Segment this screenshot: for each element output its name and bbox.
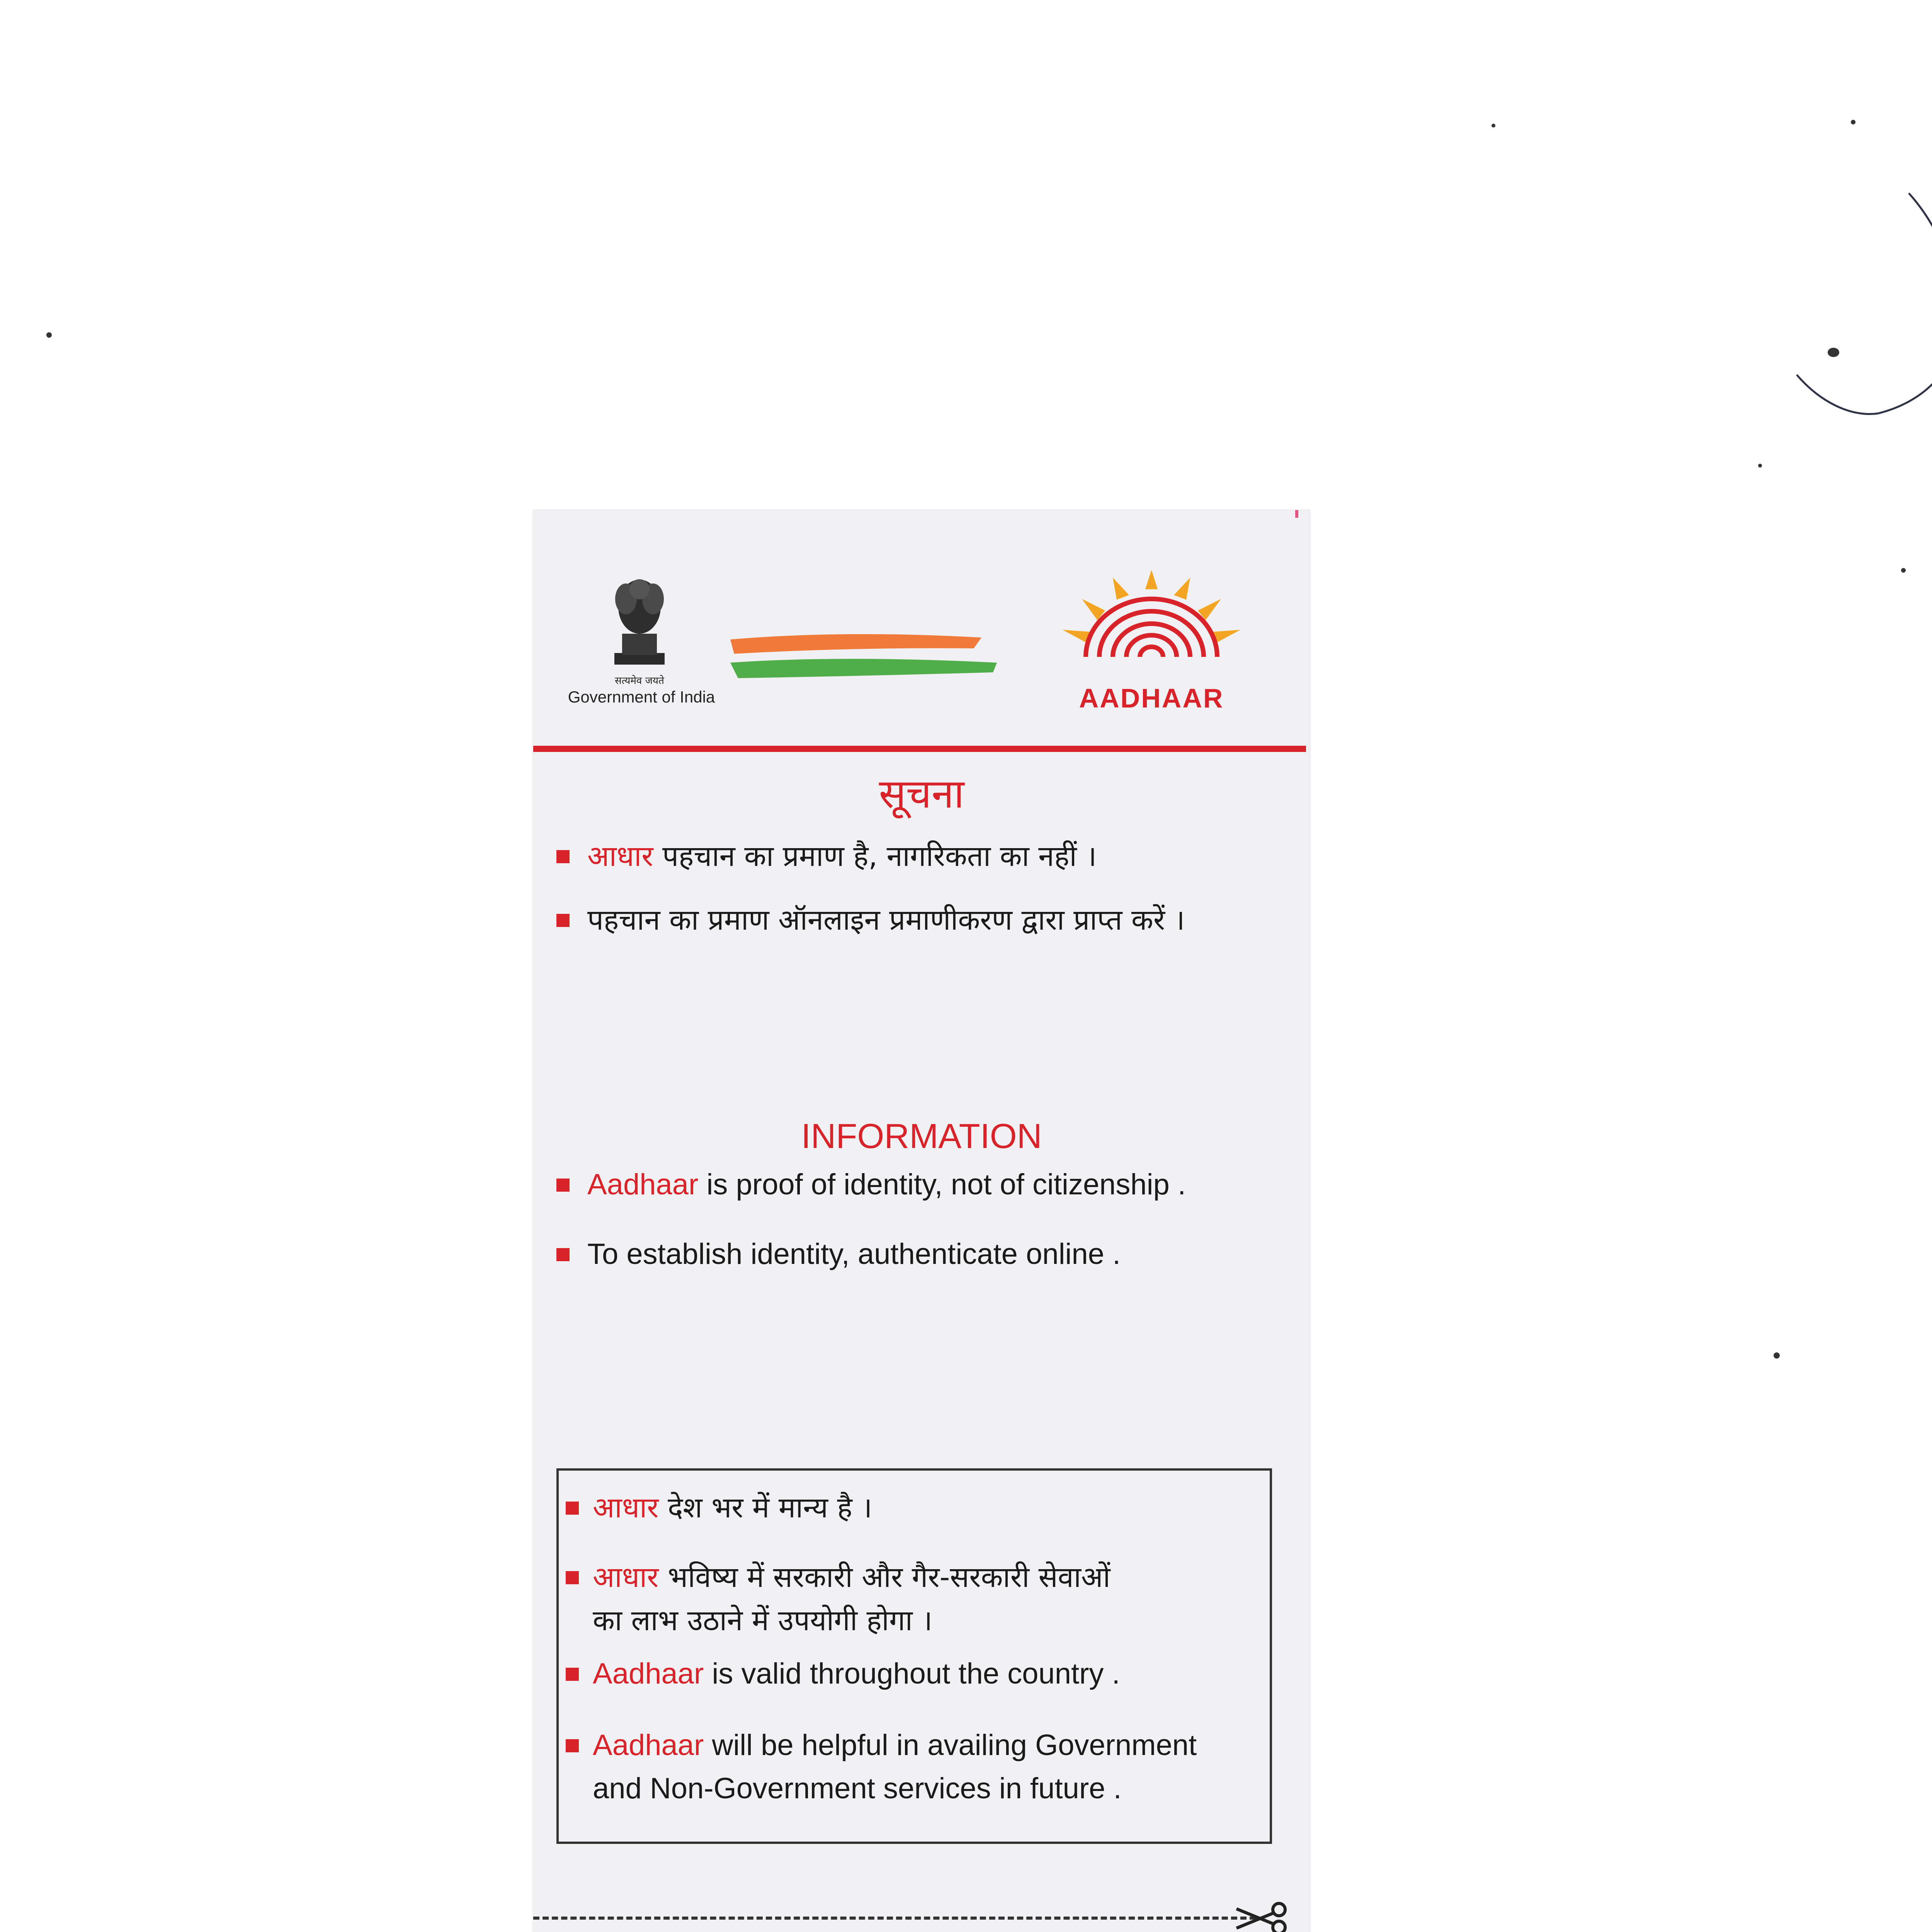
box-item xyxy=(566,1724,1197,1810)
english-notice-title: INFORMATION xyxy=(801,1117,1042,1156)
box-text: will be helpful in availing Government xyxy=(712,1729,1197,1762)
validity-info-box xyxy=(556,1468,1272,1844)
bullet-square-icon xyxy=(556,914,570,927)
bullet-square-icon xyxy=(566,1668,579,1681)
aadhaar-word: आधार xyxy=(593,1491,659,1524)
cut-line xyxy=(533,1917,1256,1920)
aadhaar-word: आधार xyxy=(593,1561,659,1594)
box-text: का लाभ उठाने में उपयोगी होगा । xyxy=(593,1604,933,1637)
bullet-square-icon xyxy=(556,1248,570,1261)
notice-text: To establish identity, authenticate online . xyxy=(587,1238,1121,1270)
bullet-square-icon xyxy=(566,1571,579,1584)
stray-pen-mark xyxy=(1762,185,1932,433)
bullet-square-icon xyxy=(556,850,570,863)
english-notice-item xyxy=(556,1233,1121,1276)
english-notice-item xyxy=(556,1163,1186,1206)
scan-speck xyxy=(1851,120,1855,124)
scan-speck xyxy=(1758,464,1762,468)
aadhaar-logo-icon xyxy=(1043,568,1260,684)
box-item xyxy=(566,1486,872,1529)
notice-text: पहचान का प्रमाण ऑनलाइन प्रमाणीकरण द्वारा प्राप्त करें । xyxy=(587,903,1185,937)
box-item xyxy=(566,1556,1111,1642)
aadhaar-letter-card xyxy=(533,510,1310,1932)
box-text: देश भर में मान्य है । xyxy=(668,1491,872,1524)
national-emblem-icon xyxy=(603,576,676,672)
aadhaar-word: आधार xyxy=(587,840,653,873)
notice-text: पहचान का प्रमाण है, नागरिकता का नहीं । xyxy=(662,840,1097,873)
aadhaar-word: Aadhaar xyxy=(593,1657,704,1690)
government-of-india-label: Government of India xyxy=(568,688,715,706)
hindi-notice-title: सूचना xyxy=(879,770,964,817)
tricolor-brush-strokes xyxy=(726,626,1036,684)
notice-text: is proof of identity, not of citizenship . xyxy=(706,1168,1186,1201)
bullet-square-icon xyxy=(566,1502,579,1515)
stray-pen-mark xyxy=(0,1924,379,1932)
box-text: is valid throughout the country . xyxy=(712,1657,1120,1690)
emblem-motto: सत्यमेव जयते xyxy=(615,675,664,687)
hindi-notice-item xyxy=(556,835,1097,878)
aadhaar-word: Aadhaar xyxy=(587,1168,699,1201)
scissors-icon xyxy=(1233,1901,1291,1932)
aadhaar-logo-text: AADHAAR xyxy=(1079,683,1224,713)
bullet-square-icon xyxy=(566,1739,579,1752)
scan-speck xyxy=(1901,568,1906,573)
box-text: भविष्य में सरकारी और गैर-सरकारी सेवाओं xyxy=(668,1561,1111,1594)
header-divider xyxy=(533,746,1306,752)
hindi-notice-item xyxy=(556,898,1185,942)
scan-speck xyxy=(1492,124,1495,128)
bullet-square-icon xyxy=(556,1179,570,1192)
pink-corner-mark xyxy=(1295,510,1298,518)
scan-speck xyxy=(46,332,52,338)
box-item xyxy=(566,1652,1120,1696)
box-text: and Non-Government services in future . xyxy=(593,1772,1122,1805)
aadhaar-word: Aadhaar xyxy=(593,1729,704,1762)
scan-speck xyxy=(1774,1352,1780,1359)
